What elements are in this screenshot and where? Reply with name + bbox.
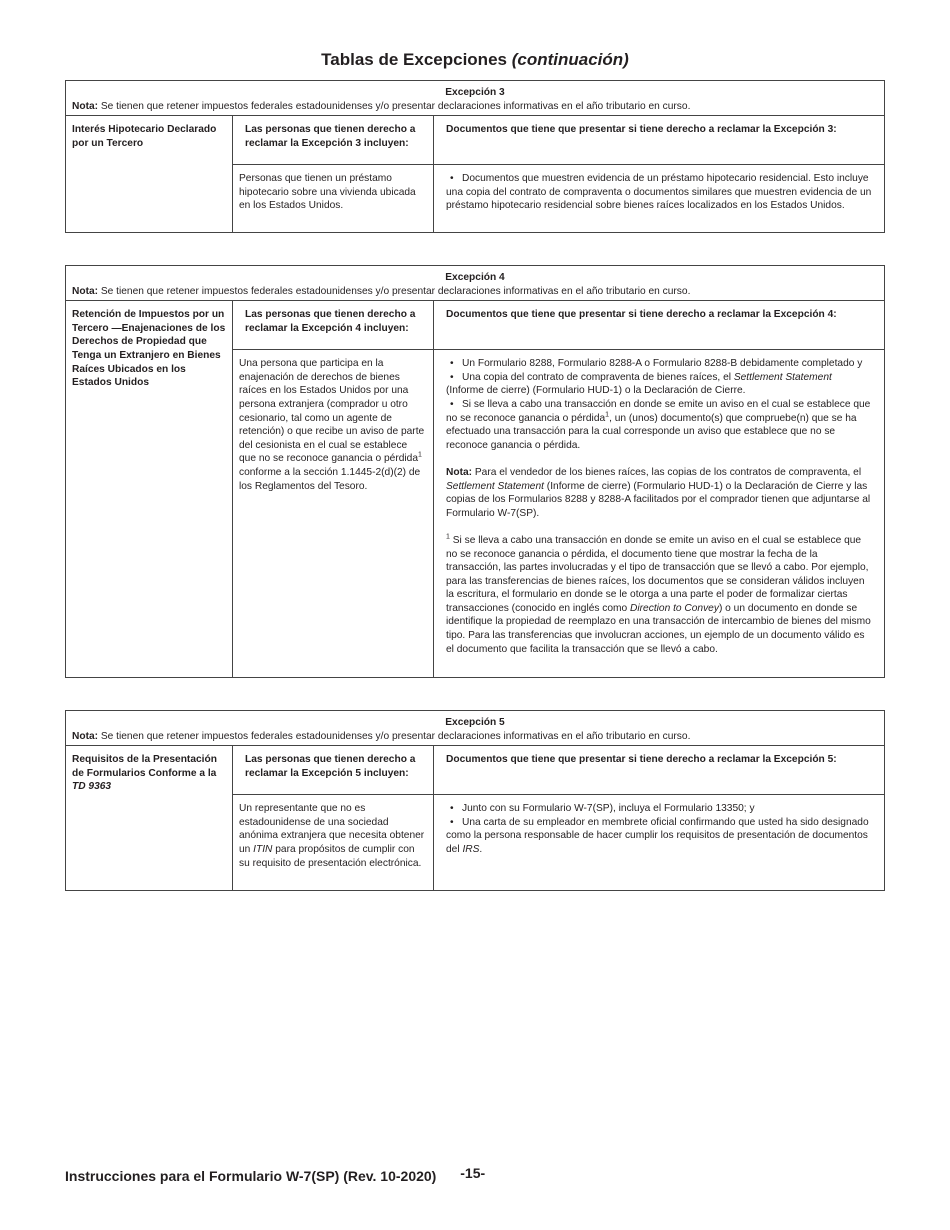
exception-4-title: Excepción 4	[445, 272, 505, 283]
exception-3-note: Nota: Se tienen que retener impuestos federales estadounidenses y/o presentar declaraciones informativas en el año tributario en curso.	[72, 100, 691, 112]
page-number: -15-	[460, 1165, 486, 1181]
exception-4-people-header: Las personas que tienen derecho a reclamar la Excepción 4 incluyen:	[233, 301, 433, 350]
exception-4-category: Retención de Impuestos por un Tercero —Enajenaciones de los Derechos de Propiedad que Tenga un Extranjero en Bienes Raíces Ubicados en los Estados Unidos	[66, 301, 233, 677]
exception-5-header	[66, 711, 884, 746]
exception-5-docs	[434, 795, 884, 862]
exception-4-note: Nota: Se tienen que retener impuestos federales estadounidenses y/o presentar declaraciones informativas en el año tributario en curso.	[72, 285, 691, 297]
exception-4-people: Una persona que participa en la enajenación de derechos de bienes raíces en los Estados Unidos por una persona extranjera (comprador u otro cesionario, tal como un agente de retención) o que recibe un aviso de parte del cesionista en el cual se establece que no se reconoce ganancia o pérdida$^1$ conforme a la sección 1.1445-2(d)(2) de los Reglamentos del Tesoro.	[239, 358, 425, 492]
exception-5-people: Un representante que no es estadounidense de una sociedad anónima extranjera que necesita obtener un ITIN para propósitos de cumplir con su requisito de presentación electrónica.	[239, 803, 425, 869]
exception-5-docs-header: Documentos que tiene que presentar si tiene derecho a reclamar la Excepción 5:	[434, 746, 884, 795]
exception-5-note: Nota: Se tienen que retener impuestos federales estadounidenses y/o presentar declaraciones informativas en el año tributario en curso.	[72, 730, 691, 742]
exception-3-header	[66, 81, 884, 116]
exception-5-people-header: Las personas que tienen derecho a reclamar la Excepción 5 incluyen:	[233, 746, 433, 795]
exception-3-people: Personas que tienen un préstamo hipotecario sobre una vivienda ubicada en los Estados Unidos.	[239, 173, 416, 212]
exception-4-header	[66, 266, 884, 301]
exception-3-table	[65, 80, 885, 233]
exception-3-people-header: Las personas que tienen derecho a reclamar la Excepción 3 incluyen:	[233, 116, 433, 165]
page-title: Tablas de Excepciones (continuación)	[321, 50, 629, 69]
form-label: Instrucciones para el Formulario W-7(SP) (Rev. 10-2020)	[65, 1168, 437, 1184]
exception-4-seller-note: Nota: Para el vendedor de los bienes raíces, las copias de los contratos de compraventa, el Settlement Statement (Informe de cierre) (Formulario HUD-1) o la Declaración de Cierre y las copias de los Formularios 8288 y 8288-A facilitados por el comprador tienen que adjuntarse al Formulario W-7(SP).	[446, 466, 871, 519]
exception-4-table	[65, 265, 885, 678]
exception-5-category: Requisitos de la Presentación de Formularios Conforme a la TD 9363	[66, 746, 233, 890]
exception-3-docs-header: Documentos que tiene que presentar si tiene derecho a reclamar la Excepción 3:	[434, 116, 884, 165]
list-item: • Documentos que muestren evidencia de un préstamo hipotecario residencial. Esto incluye una copia del contrato de compraventa o documentos similares que muestren evidencia de un préstamo hipotecario residencial sobre bienes raíces localizados en los Estados Unidos.	[446, 172, 872, 213]
list-item: • Junto con su Formulario W-7(SP), incluya el Formulario 13350; y	[446, 802, 872, 816]
list-item: • Un Formulario 8288, Formulario 8288-A o Formulario 8288-B debidamente completado y	[446, 357, 872, 371]
exception-3-category: Interés Hipotecario Declarado por un Tercero	[66, 116, 233, 232]
exception-3-docs	[434, 165, 884, 219]
exception-4-docs-header: Documentos que tiene que presentar si tiene derecho a reclamar la Excepción 4:	[434, 301, 884, 350]
list-item: • Si se lleva a cabo una transacción en donde se emite un aviso en el cual se establece que no se reconoce ganancia o pérdida$^1$, un (unos) documento(s) que compruebe(n) que se ha efectuado una transacción para la cual corresponde un aviso que establece que no se reconoce ganancia o pérdida.	[446, 398, 872, 452]
exception-3-title: Excepción 3	[445, 87, 505, 98]
list-item: • Una carta de su empleador en membrete oficial confirmando que usted ha sido designado como la persona responsable de hacer cumplir los requisitos de presentación de documentos del IRS.	[446, 816, 872, 857]
exception-4-footnote: $^1$ Si se lleva a cabo una transacción en donde se emite un aviso en el cual se establece que no se reconoce ganancia o pérdida, el documento tiene que mostrar la fecha de la transacción, las partes involucradas y el tipo de transacción que se llevó a cabo. Por ejemplo, para las transferencias de bienes raíces, los documentos que se consideran válidos incluyen la escritura, el formulario en donde se le otorga a una parte el poder de formalizar ciertas transacciones (conocido en inglés como Direction to Convey) o un documento en donde se identifique la propiedad de reemplazo en una transacción de intercambio de bienes del mismo tipo. Para las transferencias que involucran acciones, un ejemplo de un documento válido es el documento que facilita la transacción que se llevó a cabo.	[446, 533, 871, 655]
list-item: • Una copia del contrato de compraventa de bienes raíces, el Settlement Statement	[446, 371, 872, 385]
page-footer	[65, 1165, 486, 1184]
exception-4-docs: • Un Formulario 8288, Formulario 8288-A o Formulario 8288-B debidamente completado y • Una copia del contrato de compraventa de bienes raíces, el Settlement Statement (Informe de cierre) (Formulario HUD-1) o la Declaración de Cierre. • Si se lleva a cabo una transacción en donde se emite un aviso en el cual se establece que no se reconoce ganancia o pérdida$^1$, un (unos) documento(s) que compruebe(n) que se ha efectuado una transacción para la cual corresponde un aviso que establece que no se reconoce ganancia o pérdida. Nota: Para el vendedor de los bienes raíces, las copias de los contratos de compraventa, el Settlement Statement (Informe de cierre) (Formulario HUD-1) o la Declaración de Cierre y las copias de los Formularios 8288 y 8288-A facilitados por el comprador tienen que adjuntarse al Formulario W-7(SP). $^1$ Si se lleva a cabo una transacción en donde se emite un aviso en el cual se establece que no se reconoce ganancia o pérdida, el documento tiene que mostrar la fecha de la transacción, las partes involucradas y el tipo de transacción que se llevó a cabo. Por ejemplo, para las transferencias de bienes raíces, los documentos que se consideran válidos incluyen la escritura, el formulario en donde se le otorga a una parte el poder de formalizar ciertas transacciones (conocido en inglés como Direction to Convey) o un documento en donde se identifique la propiedad de reemplazo en una transacción de intercambio de bienes del mismo tipo. Para las transferencias que involucran acciones, un ejemplo de un documento válido es el documento que facilita la transacción que se llevó a cabo.	[434, 350, 884, 662]
exception-5-title: Excepción 5	[445, 717, 505, 728]
exception-5-table	[65, 710, 885, 891]
